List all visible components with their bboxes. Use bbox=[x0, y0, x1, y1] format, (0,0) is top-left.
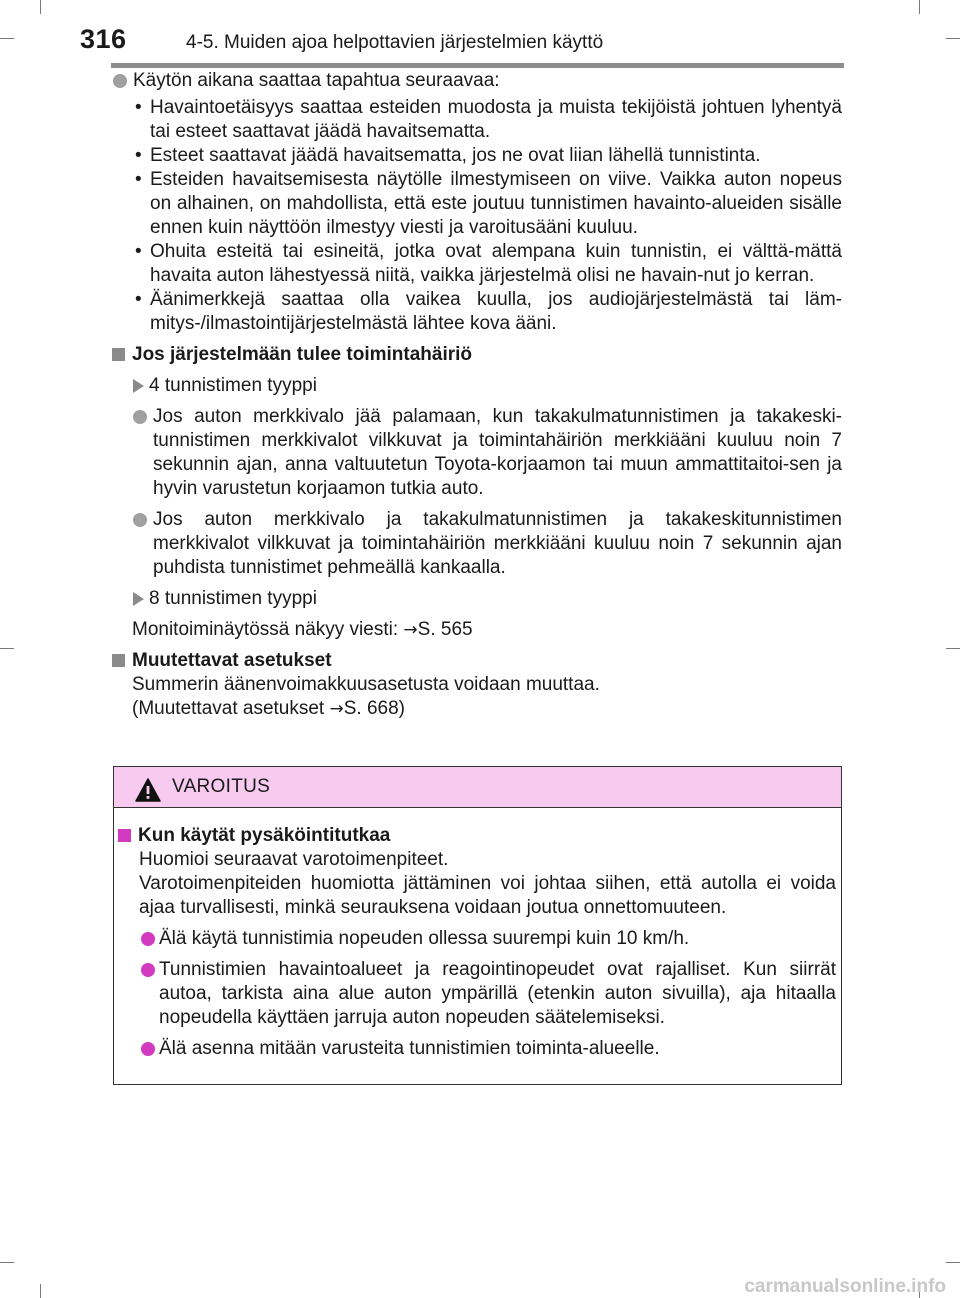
triangle-bullet-icon bbox=[133, 379, 144, 393]
settings-heading: Muutettavat asetukset bbox=[112, 649, 842, 673]
malfunction-heading: Jos järjestelmään tulee toimintahäiriö bbox=[112, 343, 842, 367]
type8-label: 8 tunnistimen tyyppi bbox=[112, 587, 842, 611]
type4-item: Jos auton merkkivalo jää palamaan, kun takakulmatunnistimen ja takakeski-tunnistimen merkkivalot vilkkuvat ja toimintahäiriön merkkiääni kuuluu noin 7 sekunnin ajan, anna valtuutetun Toyota-korjaamon tai muun ammattitaitoi-sen ja hyvin varustetun korjaamon tutkia auto. bbox=[112, 405, 842, 501]
square-bullet-icon bbox=[112, 654, 125, 667]
type4-item: Jos auton merkkivalo ja takakulmatunnistimen ja takakeskitunnistimen merkkivalot vilkkuvat ja toimintahäiriön merkkiääni kuuluu noin 7 sekunnin ajan puhdista tunnistimet pehmeällä kankaalla. bbox=[112, 508, 842, 580]
page-header bbox=[0, 0, 960, 60]
crop-mark bbox=[946, 1262, 960, 1263]
chapter-title: 4-5. Muiden ajoa helpottavien järjestelmien käyttö bbox=[186, 32, 604, 53]
list-item: • Ohuita esteitä tai esineitä, jotka ovat alempana kuin tunnistin, ei välttä-mättä havaita auton lähestyessä niitä, vaikka järjestelmä olisi ne havain-nut jo kerran. bbox=[135, 241, 842, 286]
warning-heading: Kun käytät pysäköintitutkaa bbox=[118, 824, 839, 848]
bullet-icon: • bbox=[135, 145, 142, 166]
list-item: • Havaintoetäisyys saattaa esteiden muodosta ja muista tekijöistä johtuen lyhentyä tai esteet saattavat jäädä havaitsematta. bbox=[135, 97, 842, 142]
crop-mark bbox=[0, 1262, 14, 1263]
intro-item bbox=[112, 69, 842, 93]
intro-bullet-list bbox=[132, 96, 842, 336]
watermark: carmanualsonline.info bbox=[744, 1276, 946, 1297]
square-bullet-icon bbox=[112, 348, 125, 361]
warning-header bbox=[114, 767, 841, 808]
warning-body bbox=[118, 824, 839, 1061]
bullet-dot-icon bbox=[141, 1042, 155, 1056]
intro-text: Käytön aikana saattaa tapahtua seuraavaa: bbox=[133, 70, 500, 91]
bullet-dot-icon bbox=[113, 74, 127, 88]
crop-mark bbox=[946, 648, 960, 649]
page-reference[interactable]: S. 565 bbox=[417, 619, 473, 640]
list-item: • Äänimerkkejä saattaa olla vaikea kuulla, jos audiojärjestelmästä tai läm-mitys-/ilmastointijärjestelmästä lähtee kova ääni. bbox=[135, 289, 842, 334]
bullet-icon: • bbox=[135, 169, 142, 190]
settings-line: Summerin äänenvoimakkuusasetusta voidaan muuttaa. bbox=[132, 674, 600, 695]
bullet-icon: • bbox=[135, 289, 142, 310]
warning-line: Huomioi seuraavat varotoimenpiteet. bbox=[139, 849, 449, 870]
warning-item: Älä käytä tunnistimia nopeuden ollessa suurempi kuin 10 km/h. bbox=[118, 927, 839, 951]
header-rule bbox=[111, 63, 844, 68]
crop-mark bbox=[0, 648, 14, 649]
list-item: • Esteet saattavat jäädä havaitsematta, jos ne ovat liian lähellä tunnistinta. bbox=[135, 145, 761, 166]
type4-label: 4 tunnistimen tyyppi bbox=[112, 374, 842, 398]
warning-triangle-icon bbox=[135, 778, 161, 802]
warning-box bbox=[113, 766, 842, 1085]
bullet-dot-icon bbox=[141, 932, 155, 946]
warning-item: Tunnistimien havaintoalueet ja reagointinopeudet ovat rajalliset. Kun siirrät autoa, tarkista aina alue auton ympärillä (etenkin auton sivuilla), aja hitaalla nopeudella käyttäen jarruja auton nopeuden säätelemiseksi. bbox=[118, 958, 839, 1030]
arrow-right-icon: → bbox=[329, 699, 344, 719]
list-item: • Esteiden havaitsemisesta näytölle ilmestymiseen on viive. Vaikka auton nopeus on alhainen, on mahdollista, että este joutuu tunnistimen havainto-alueiden sisälle ennen kuin näyttöön ilmestyy viesti ja varoitusääni kuuluu. bbox=[135, 169, 842, 238]
main-content bbox=[112, 69, 842, 721]
settings-line: (Muutettavat asetukset →S. 668) bbox=[132, 698, 406, 719]
bullet-dot-icon bbox=[141, 963, 155, 977]
page-reference[interactable]: S. 668) bbox=[343, 698, 406, 719]
warning-title: VAROITUS bbox=[172, 776, 271, 797]
square-bullet-icon bbox=[118, 829, 131, 842]
warning-line: Varotoimenpiteiden huomiotta jättäminen voi johtaa siihen, että autolla ei voida ajaa turvallisesti, minkä seurauksena voidaan joutua onnettomuuteen. bbox=[139, 873, 836, 918]
type8-text: Monitoiminäytössä näkyy viesti: →S. 565 bbox=[132, 619, 473, 640]
page-number: 316 bbox=[80, 24, 127, 54]
crop-mark bbox=[40, 1284, 41, 1298]
bullet-icon: • bbox=[135, 241, 142, 262]
triangle-bullet-icon bbox=[133, 592, 144, 606]
warning-item: Älä asenna mitään varusteita tunnistimien toiminta-alueelle. bbox=[118, 1037, 839, 1061]
bullet-dot-icon bbox=[133, 513, 147, 527]
arrow-right-icon: → bbox=[403, 620, 418, 640]
bullet-icon: • bbox=[135, 97, 142, 118]
bullet-dot-icon bbox=[133, 410, 147, 424]
